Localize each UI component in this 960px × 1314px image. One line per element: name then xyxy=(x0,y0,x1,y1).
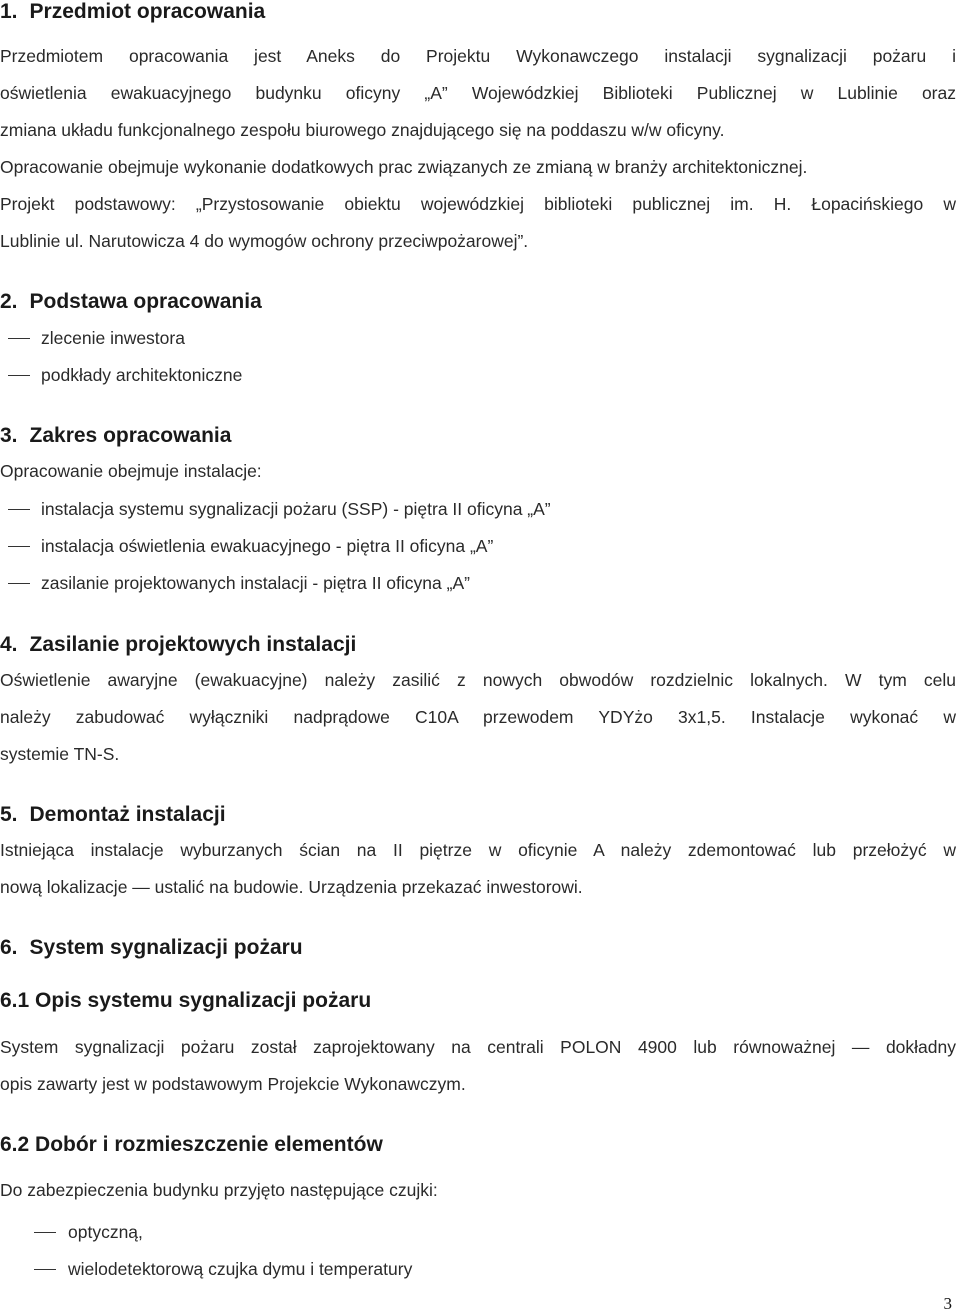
bullet-dash xyxy=(8,338,30,339)
bullet-dash xyxy=(8,375,30,376)
section-3-bullet: zasilanie projektowanych instalacji - piętra II oficyna „A” xyxy=(41,573,470,593)
section-3-intro: Opracowanie obejmuje instalacje: xyxy=(0,461,262,481)
bullet-dash xyxy=(34,1269,56,1270)
section-4-heading xyxy=(0,633,356,657)
section-5-heading xyxy=(0,803,226,827)
section-6-2-bullet: optyczną, xyxy=(68,1222,143,1242)
section-2-title: Podstawa opracowania xyxy=(29,290,262,313)
section-1-line: Projekt podstawowy: „Przystosowanie obiektu wojewódzkiej biblioteki publicznej im. H. Łopacińskiego w xyxy=(0,194,956,214)
section-2-number: 2. xyxy=(0,290,18,313)
section-3-number: 3. xyxy=(0,424,18,447)
section-4-line: należy zabudować wyłączniki nadprądowe C10A przewodem YDYżo 3x1,5. Instalacje wykonać w xyxy=(0,707,956,727)
section-6-1-heading: 6.1 Opis systemu sygnalizacji pożaru xyxy=(0,989,372,1012)
section-6-number: 6. xyxy=(0,936,18,959)
section-3-bullet: instalacja systemu sygnalizacji pożaru (SSP) - piętra II oficyna „A” xyxy=(41,499,551,519)
section-2-bullet: zlecenie inwestora xyxy=(41,328,185,348)
bullet-dash xyxy=(8,583,30,584)
section-5-title: Demontaż instalacji xyxy=(29,803,226,826)
section-3-bullet: instalacja oświetlenia ewakuacyjnego - piętra II oficyna „A” xyxy=(41,536,494,556)
section-3-heading xyxy=(0,424,231,448)
bullet-dash xyxy=(8,546,30,547)
section-1-line: Przedmiotem opracowania jest Aneks do Projektu Wykonawczego instalacji sygnalizacji pożaru i xyxy=(0,46,956,66)
section-4-line: systemie TN-S. xyxy=(0,744,120,764)
section-6-heading xyxy=(0,936,303,960)
section-1-line: oświetlenia ewakuacyjnego budynku oficyny „A” Wojewódzkiej Biblioteki Publicznej w Lublinie oraz xyxy=(0,83,956,103)
page-number: 3 xyxy=(943,1294,952,1313)
section-1-title: Przedmiot opracowania xyxy=(29,0,266,23)
bullet-dash xyxy=(8,509,30,510)
section-1-number: 1. xyxy=(0,0,18,23)
section-6-title: System sygnalizacji pożaru xyxy=(29,936,303,959)
section-1-line: Lublinie ul. Narutowicza 4 do wymogów ochrony przeciwpożarowej”. xyxy=(0,231,529,251)
section-1-heading xyxy=(0,0,265,24)
section-5-line: nową lokalizacje — ustalić na budowie. Urządzenia przekazać inwestorowi. xyxy=(0,877,583,897)
section-2-bullet: podkłady architektoniczne xyxy=(41,365,243,385)
section-4-line: Oświetlenie awaryjne (ewakuacyjne) należy zasilić z nowych obwodów rozdzielnic lokalnych. W tym celu xyxy=(0,670,956,690)
section-6-2-bullet: wielodetektorową czujka dymu i temperatury xyxy=(68,1259,413,1279)
section-6-1-line: opis zawarty jest w podstawowym Projekcie Wykonawczym. xyxy=(0,1074,466,1094)
bullet-dash xyxy=(34,1232,56,1233)
section-4-title: Zasilanie projektowych instalacji xyxy=(29,633,357,656)
section-6-1-line: System sygnalizacji pożaru został zaprojektowany na centrali POLON 4900 lub równoważnej — dokładny xyxy=(0,1037,956,1057)
section-5-number: 5. xyxy=(0,803,18,826)
section-6-2-intro: Do zabezpieczenia budynku przyjęto następujące czujki: xyxy=(0,1180,438,1200)
section-6-2-heading: 6.2 Dobór i rozmieszczenie elementów xyxy=(0,1133,383,1156)
section-1-line: Opracowanie obejmuje wykonanie dodatkowych prac związanych ze zmianą w branży architektonicznej. xyxy=(0,157,808,177)
section-1-line: zmiana układu funkcjonalnego zespołu biurowego znajdującego się na poddaszu w/w oficyny. xyxy=(0,120,725,140)
section-3-title: Zakres opracowania xyxy=(29,424,232,447)
section-5-line: Istniejąca instalacje wyburzanych ścian na II piętrze w oficynie A należy zdemontować lub przełożyć w xyxy=(0,840,956,860)
section-2-heading xyxy=(0,290,262,314)
section-4-number: 4. xyxy=(0,633,18,656)
